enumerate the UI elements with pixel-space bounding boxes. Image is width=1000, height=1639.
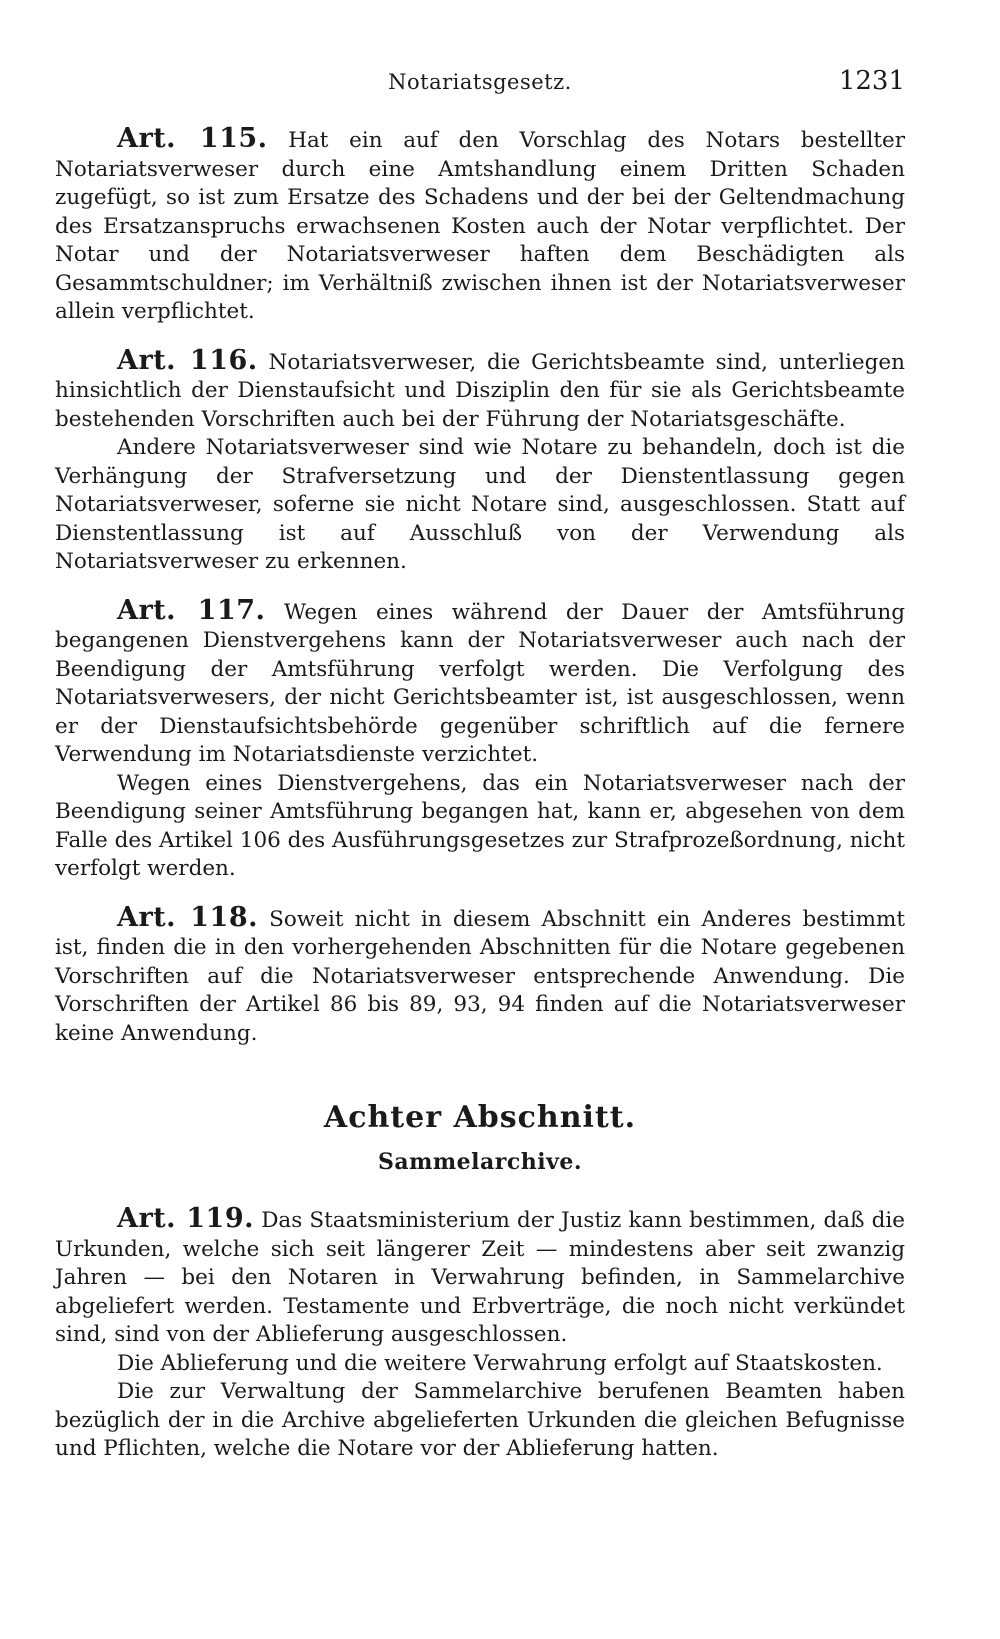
section-title: Achter Abschnitt. [323, 1100, 637, 1135]
article-paragraph [55, 125, 905, 327]
article-label: Art. 119. [117, 1203, 255, 1234]
article-paragraph [55, 594, 905, 770]
article-116 [55, 344, 905, 577]
article-paragraph [55, 901, 905, 1049]
running-title: Notariatsgesetz. [388, 70, 572, 94]
article-label: Art. 117. [117, 594, 266, 626]
article-117 [55, 594, 905, 884]
article-text: Wegen eines während der Dauer der Amtsführung begangenen Dienstvergehens kann der Notariatsverweser auch nach der Beendigung der Amtsführung verfolgt werden. Die Verfolgung des Notariatsverwesers, der nicht Gerichtsbeamter ist, ist ausgeschlossen, wenn er der Dienstaufsichtsbehörde gegenüber schriftlich auf die fernere Verwendung im Notariatsdienste verzichtet. [55, 599, 905, 767]
article-label: Art. 118. [117, 901, 259, 933]
article-text: Soweit nicht in diesem Abschnitt ein Anderes bestimmt ist, finden die in den vorhergehenden Abschnitten für die Notare gegebenen Vorschriften auf die Notariatsverweser entsprechende Anwendung. Die Vorschriften der Artikel 86 bis 89, 93, 94 finden auf die Notariatsverweser keine Anwendung. [55, 906, 905, 1046]
article-label: Art. 115. [117, 123, 268, 154]
section-heading [55, 1100, 905, 1175]
article-paragraph: Wegen eines Dienstvergehens, das ein Notariatsverweser nach der Beendigung seiner Amtsführung begangen hat, kann er, abgesehen von dem Falle des Artikel 106 des Ausführungsgesetzes zur Strafprozeßordnung, nicht verfolgt werden. [55, 770, 905, 881]
article-paragraph: Die Ablieferung und die weitere Verwahrung erfolgt auf Staatskosten. [117, 1350, 883, 1376]
article-paragraph: Andere Notariatsverweser sind wie Notare zu behandeln, doch ist die Verhängung der Strafversetzung und der Dienstentlassung gegen Notariatsverweser, soferne sie nicht Notare sind, ausgeschlossen. Statt auf Dienstentlassung ist auf Ausschluß von der Verwendung als Notariatsverweser zu erkennen. [55, 435, 905, 574]
article-118 [55, 901, 905, 1049]
article-115 [55, 125, 905, 327]
page-number: 1231 [838, 66, 905, 96]
article-paragraph [55, 344, 905, 435]
article-text: Das Staatsministerium der Justiz kann bestimmen, daß die Urkunden, welche sich seit längerer Zeit — mindestens aber seit zwanzig Jahren — bei den Notaren in Verwahrung befinden, in Sammelarchive abgeliefert werden. Testamente und Erbverträge, die noch nicht verkündet sind, sind von der Ablieferung ausgeschlossen. [55, 1208, 905, 1347]
page-header [55, 66, 905, 106]
article-text: Hat ein auf den Vorschlag des Notars bestellter Notariatsverweser durch eine Amtshandlung einem Dritten Schaden zugefügt, so ist zum Ersatze des Schadens und der bei der Geltendmachung des Ersatzanspruchs erwachsenen Kosten auch der Notar verpflichtet. Der Notar und der Notariatsverweser haften dem Beschädigten als Gesammtschuldner; im Verhältniß zwischen ihnen ist der Notariatsverweser allein verpflichtet. [55, 128, 905, 324]
article-paragraph: Die zur Verwaltung der Sammelarchive berufenen Beamten haben bezüglich der in die Archive abgelieferten Urkunden die gleichen Befugnisse und Pflichten, welche die Notare vor der Ablieferung hatten. [55, 1379, 905, 1461]
article-paragraph [55, 1205, 905, 1350]
article-119 [55, 1205, 905, 1464]
page-body [55, 125, 905, 1484]
article-text: Notariatsverweser, die Gerichtsbeamte sind, unterliegen hinsichtlich der Dienstaufsicht und Disziplin den für sie als Gerichtsbeamte bestehenden Vorschriften auch bei der Führung der Notariatsgeschäfte. [55, 349, 905, 432]
article-label: Art. 116. [117, 344, 258, 376]
section-subtitle: Sammelarchive. [377, 1149, 583, 1175]
